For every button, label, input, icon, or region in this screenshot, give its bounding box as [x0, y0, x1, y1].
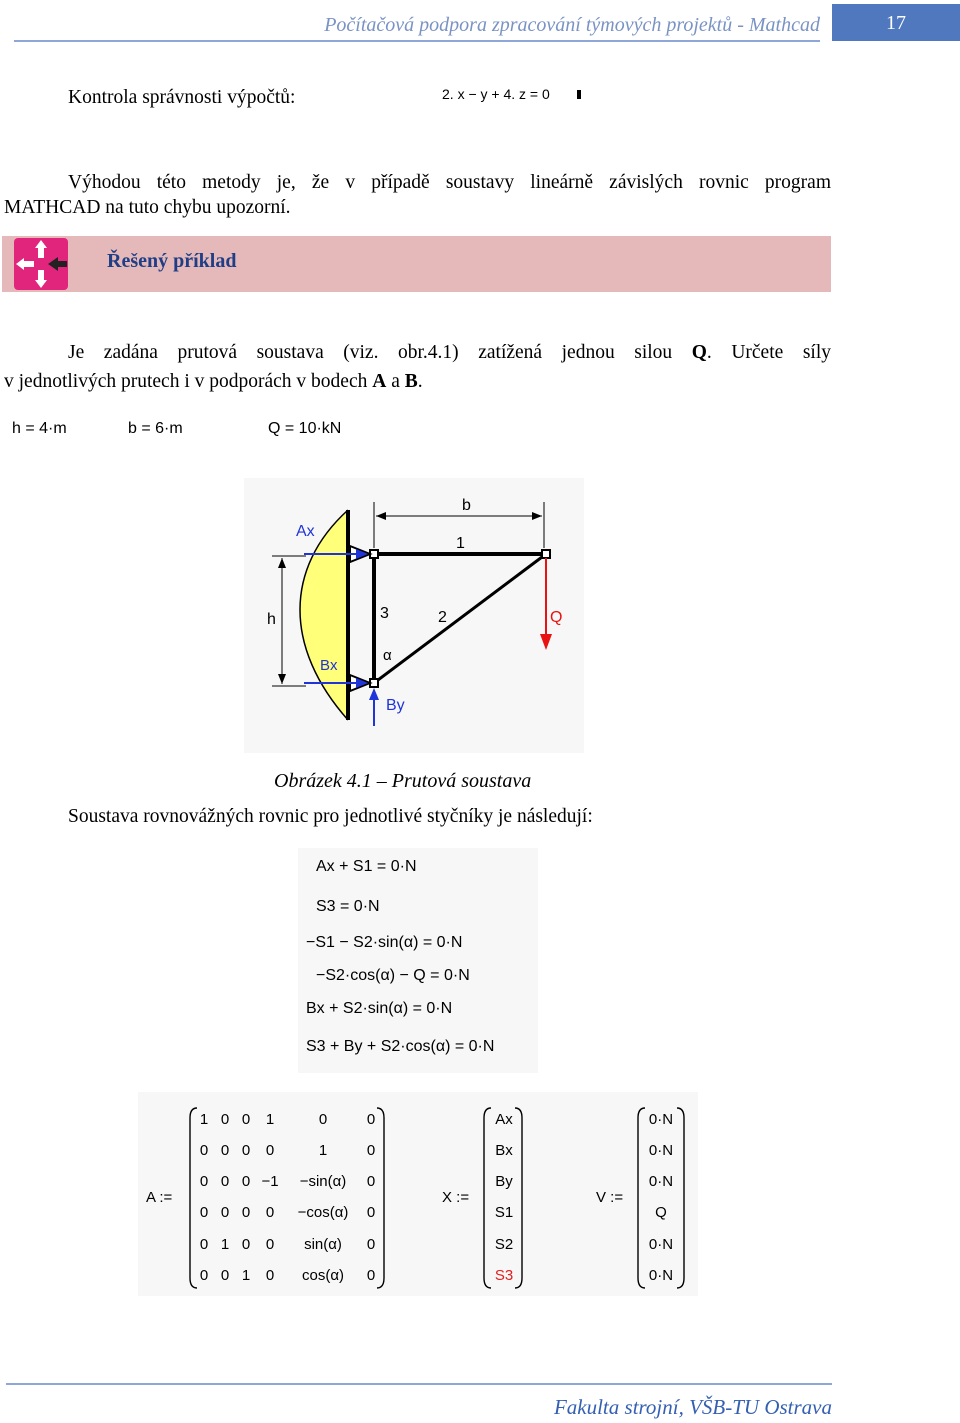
- equation-6: S3 + By + S2·cos(α) = 0·N: [306, 1038, 495, 1055]
- vector-x-item-0: Ax: [495, 1111, 513, 1128]
- matrix-a-cell-0-5: 0: [366, 1111, 376, 1128]
- truss-figure: [244, 478, 584, 753]
- p2-text-e: .: [417, 371, 423, 392]
- check-label: Kontrola správnosti výpočtů:: [68, 87, 296, 108]
- p2-text-c: v jednotlivých prutech i v podporách v bodech: [4, 371, 373, 392]
- vector-x-item-5: S3: [494, 1267, 514, 1284]
- matrix-a-label: A :=: [146, 1189, 173, 1206]
- matrix-a-right-bracket: [377, 1108, 384, 1288]
- matrix-a-cell-1-2: 0: [241, 1142, 251, 1159]
- p2-text-d: a: [386, 371, 405, 392]
- cursor-mark: [577, 90, 581, 99]
- vector-v-item-0: 0·N: [648, 1111, 674, 1128]
- vector-v-item-3: Q: [655, 1204, 667, 1221]
- matrix-a-cell-5-1: 0: [220, 1267, 230, 1284]
- footer-text: Fakulta strojní, VŠB-TU Ostrava: [553, 1395, 832, 1419]
- vector-v-item-5: 0·N: [648, 1267, 674, 1284]
- def-h: h = 4·m: [12, 420, 67, 437]
- vector-x-item-1: Bx: [495, 1142, 513, 1159]
- matrix-a-cell-2-4: −sin(α): [299, 1173, 347, 1190]
- matrix-a: [146, 1108, 384, 1288]
- label-alpha: α: [383, 647, 392, 664]
- matrix-a-cell-0-4: 0: [318, 1111, 328, 1128]
- matrix-a-cell-3-2: 0: [241, 1204, 251, 1221]
- matrix-a-cell-4-2: 0: [241, 1236, 251, 1253]
- equation-2: S3 = 0·N: [316, 898, 380, 915]
- label-member-2: 2: [438, 609, 447, 626]
- matrix-a-cell-2-1: 0: [220, 1173, 230, 1190]
- matrix-a-cell-4-0: 0: [199, 1236, 209, 1253]
- matrix-a-cell-1-3: 0: [265, 1142, 275, 1159]
- p2-text-a: Je zadána prutová soustava (viz. obr.4.1) zatížená jednou silou: [68, 342, 692, 363]
- label-bx: Bx: [320, 657, 338, 674]
- check-equation-text: 2. x − y + 4. z = 0: [442, 86, 550, 102]
- matrix-a-cell-0-3: 1: [265, 1111, 275, 1128]
- vector-v: [596, 1108, 684, 1288]
- vector-x-left-bracket: [484, 1108, 491, 1288]
- matrix-a-cell-5-0: 0: [199, 1267, 209, 1284]
- matrix-a-cell-5-4: cos(α): [301, 1267, 345, 1284]
- matrix-a-cell-0-1: 0: [220, 1111, 230, 1128]
- equilibrium-equations: [298, 848, 538, 1073]
- matrix-a-cell-1-0: 0: [199, 1142, 209, 1159]
- p2-bold-b: B: [404, 371, 418, 392]
- matrix-a-cell-3-4: −cos(α): [297, 1204, 349, 1221]
- vector-x-item-3: S1: [494, 1204, 514, 1221]
- matrix-a-cell-5-2: 1: [241, 1267, 251, 1284]
- matrix-a-cell-4-5: 0: [366, 1236, 376, 1253]
- label-h: h: [267, 611, 276, 628]
- joint-c: [542, 550, 550, 558]
- matrix-a-cell-5-5: 0: [366, 1267, 376, 1284]
- label-b: b: [462, 497, 471, 514]
- matrix-a-cell-2-3: −1: [261, 1173, 279, 1190]
- label-member-1: 1: [456, 535, 465, 552]
- def-q: Q = 10·kN: [268, 420, 342, 437]
- solved-example-title: Řešený příklad: [107, 250, 237, 272]
- matrix-a-cell-3-0: 0: [199, 1204, 209, 1221]
- footer-rule: [6, 1383, 832, 1385]
- matrix-a-cell-2-2: 0: [241, 1173, 251, 1190]
- label-by: By: [386, 697, 405, 714]
- matrix-a-cell-0-2: 0: [241, 1111, 251, 1128]
- arrows-icon: [12, 236, 70, 292]
- label-q: Q: [550, 609, 563, 626]
- matrix-a-cell-3-5: 0: [366, 1204, 376, 1221]
- matrix-a-left-bracket: [190, 1108, 197, 1288]
- def-b: b = 6·m: [128, 420, 183, 437]
- matrix-a-cell-1-1: 0: [220, 1142, 230, 1159]
- vector-v-item-1: 0·N: [648, 1142, 674, 1159]
- header-title: Počítačová podpora zpracování týmových projektů - Mathcad: [324, 14, 820, 36]
- matrix-a-cell-2-0: 0: [199, 1173, 209, 1190]
- vector-x-right-bracket: [515, 1108, 522, 1288]
- paragraph-2-line-2: [4, 371, 423, 393]
- vector-x: [442, 1108, 522, 1288]
- matrix-a-cell-4-4: sin(α): [304, 1236, 342, 1253]
- matrix-a-cell-3-1: 0: [220, 1204, 230, 1221]
- vector-x-label: X :=: [442, 1189, 470, 1206]
- matrix-a-cell-2-5: 0: [366, 1173, 376, 1190]
- matrix-a-cell-4-3: 0: [265, 1236, 275, 1253]
- matrix-a-cell-0-0: 1: [199, 1111, 209, 1128]
- vector-v-right-bracket: [677, 1108, 684, 1288]
- check-equation: [440, 80, 600, 110]
- matrix-a-cell-1-5: 0: [366, 1142, 376, 1159]
- equation-5: Bx + S2·sin(α) = 0·N: [306, 1000, 453, 1017]
- p2-text-b: . Určete síly: [706, 342, 831, 363]
- p2-bold-a: A: [372, 371, 387, 392]
- paragraph-1-line-2: MATHCAD na tuto chybu upozorní.: [4, 197, 291, 218]
- paragraph-1-line-1: Výhodou této metody je, že v případě soustavy lineárně závislých rovnic program: [68, 172, 831, 193]
- page-number: 17: [886, 12, 906, 34]
- label-ax: Ax: [296, 523, 315, 540]
- vector-v-item-2: 0·N: [648, 1173, 674, 1190]
- p2-bold-q: Q: [691, 342, 707, 363]
- vector-x-item-2: By: [495, 1173, 513, 1190]
- matrix-a-cell-3-3: 0: [265, 1204, 275, 1221]
- label-member-3: 3: [380, 605, 389, 622]
- paragraph-2-line-1: [68, 342, 831, 364]
- figure-caption: Obrázek 4.1 – Prutová soustava: [274, 770, 532, 792]
- header-rule: [14, 40, 820, 42]
- matrix-a-cell-4-1: 1: [220, 1236, 230, 1253]
- matrix-a-cell-5-3: 0: [265, 1267, 275, 1284]
- matrix-definitions: [138, 1092, 698, 1296]
- vector-v-item-4: 0·N: [648, 1236, 674, 1253]
- equation-4: −S2·cos(α) − Q = 0·N: [316, 967, 470, 984]
- matrix-a-cell-1-4: 1: [318, 1142, 328, 1159]
- equation-3: −S1 − S2·sin(α) = 0·N: [306, 934, 463, 951]
- vector-x-item-4: S2: [494, 1236, 514, 1253]
- paragraph-3: Soustava rovnovážných rovnic pro jednotlivé styčníky je následují:: [68, 806, 593, 827]
- equation-1: Ax + S1 = 0·N: [316, 858, 417, 875]
- vector-v-left-bracket: [638, 1108, 645, 1288]
- vector-v-label: V :=: [596, 1189, 624, 1206]
